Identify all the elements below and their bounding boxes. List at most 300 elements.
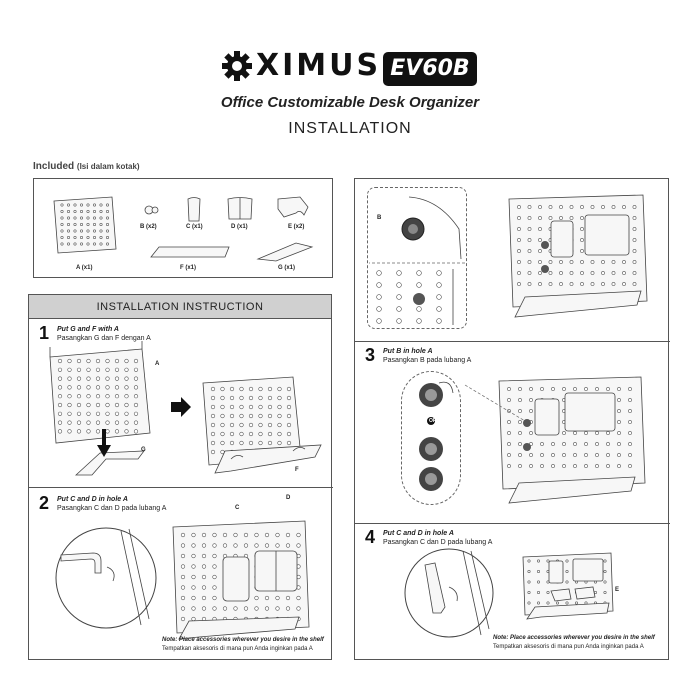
pegboard-hole <box>93 230 95 232</box>
pegboard-hole <box>278 441 282 445</box>
pegboard-hole <box>549 216 552 219</box>
pegboard-hole <box>74 210 76 212</box>
pegboard-hole <box>255 596 259 600</box>
step-2-number: 2 <box>39 493 50 513</box>
pegboard-hole <box>528 581 530 583</box>
model-badge: EV60B <box>383 52 477 86</box>
pegboard-hole <box>617 420 620 423</box>
pegboard-hole <box>96 359 100 363</box>
pegboard-hole <box>74 236 76 238</box>
pegboard-hole <box>529 464 532 467</box>
pegboard-hole <box>528 560 530 562</box>
pegboard-hole <box>595 453 598 456</box>
pegboard-hole <box>134 368 138 372</box>
pegboard-hole <box>192 565 196 569</box>
pegboard-hole <box>80 230 82 232</box>
pegboard-hole <box>68 412 72 416</box>
pegboard-hole <box>265 607 269 611</box>
pegboard-hole <box>181 586 185 590</box>
pegboard-hole <box>604 560 606 562</box>
pegboard-hole <box>100 217 102 219</box>
pegboard-hole <box>58 386 62 390</box>
pegboard-hole <box>538 282 541 285</box>
pegboard-hole <box>265 533 269 537</box>
pegboard-hole <box>517 260 520 263</box>
step-3-title: Put B in hole A <box>383 348 433 355</box>
pegboard-hole <box>601 205 604 208</box>
pegboard-hole <box>528 249 531 252</box>
peg-b-hand-illustration <box>369 189 465 327</box>
step-3-desc: Pasangkan B pada lubang A <box>383 357 472 364</box>
pegboard-hole <box>549 271 552 274</box>
pegboard-hole <box>562 464 565 467</box>
instruction-header: INSTALLATION INSTRUCTION <box>29 295 331 319</box>
pegboard-hole <box>551 442 554 445</box>
pegboard-hole <box>612 205 615 208</box>
pegboard-hole <box>518 464 521 467</box>
pegboard-hole <box>61 204 63 206</box>
pegboard-hole <box>601 282 604 285</box>
pegboard-hole <box>96 394 100 398</box>
pegboard-hole <box>518 409 521 412</box>
pegboard-hole <box>559 260 562 263</box>
pegboard-hole <box>249 441 253 445</box>
pegboard-hole <box>230 441 234 445</box>
pegboard-hole <box>538 205 541 208</box>
pegboard-hole <box>517 227 520 230</box>
pegboard-hole <box>601 260 604 263</box>
pegboard-hole <box>573 442 576 445</box>
pegboard-hole <box>93 217 95 219</box>
pegboard-hole <box>437 271 442 276</box>
pegboard-hole <box>125 359 129 363</box>
pegboard-hole <box>528 282 531 285</box>
pegboard-hole <box>517 216 520 219</box>
pegboard-hole <box>87 236 89 238</box>
pegboard-hole <box>134 412 138 416</box>
part-g-stand-icon <box>256 241 316 263</box>
pegboard-hole <box>192 617 196 621</box>
pegboard-hole <box>417 319 422 324</box>
pegboard-hole <box>617 464 620 467</box>
pegboard-hole <box>559 216 562 219</box>
pegboard-hole <box>93 223 95 225</box>
pegboard-hole <box>240 396 244 400</box>
pegboard-hole <box>96 368 100 372</box>
page-title: INSTALLATION <box>288 120 412 137</box>
pegboard-hole <box>67 223 69 225</box>
pegboard-hole <box>202 586 206 590</box>
pegboard-hole <box>612 271 615 274</box>
pegboard-hole <box>622 260 625 263</box>
pegboard-hole <box>604 570 606 572</box>
pegboard-hole <box>211 387 215 391</box>
part-a-label: A (x1) <box>76 265 93 271</box>
pegboard-hole <box>134 430 138 434</box>
pegboard-hole <box>377 283 382 288</box>
pegboard-hole <box>628 431 631 434</box>
included-heading <box>33 161 140 172</box>
pegboard-hole <box>628 453 631 456</box>
pegboard-hole <box>622 282 625 285</box>
pegboard-hole <box>570 205 573 208</box>
pegboard-hole <box>538 227 541 230</box>
peg-b-label: B <box>377 215 382 221</box>
pegboard-hole <box>68 394 72 398</box>
pegboard-hole <box>617 387 620 390</box>
pegboard-hole <box>287 441 291 445</box>
pegboard-hole <box>633 249 636 252</box>
pegboard-hole <box>437 319 442 324</box>
pegboard-hole <box>286 596 290 600</box>
brand-logo <box>222 48 381 83</box>
pegboard-hole <box>566 570 568 572</box>
pegboard-hole <box>437 307 442 312</box>
pegboard-hole <box>211 441 215 445</box>
pegboard-hole <box>77 421 81 425</box>
pegboard-hole <box>68 359 72 363</box>
pegboard-hole <box>213 533 217 537</box>
pegboard-hole <box>202 596 206 600</box>
pegboard-hole <box>192 544 196 548</box>
pegboard-hole <box>617 442 620 445</box>
pegboard-hole <box>276 533 280 537</box>
pegboard-hole <box>507 442 510 445</box>
pegboard-hole <box>213 544 217 548</box>
pegboard-hole <box>570 271 573 274</box>
pegboard-hole <box>517 205 520 208</box>
pegboard-hole <box>537 602 539 604</box>
pegboard-hole <box>106 368 110 372</box>
pegboard-hole <box>617 398 620 401</box>
pegboard-hole <box>633 260 636 263</box>
pegboard-hole <box>100 243 102 245</box>
pegboard-hole <box>93 236 95 238</box>
pegboard-hole <box>115 386 119 390</box>
pegboard-hole <box>507 453 510 456</box>
step-4-title: Put C and D in hole A <box>383 530 454 537</box>
pegboard-hole <box>507 387 510 390</box>
pegboard-hole <box>230 405 234 409</box>
pegboard-hole <box>580 271 583 274</box>
pegboard-hole <box>87 386 91 390</box>
pegboard-hole <box>529 398 532 401</box>
pegboard-hole <box>528 216 531 219</box>
pegboard-hole <box>106 394 110 398</box>
pegboard-hole <box>507 398 510 401</box>
pegboard-hole <box>377 307 382 312</box>
pegboard-hole <box>115 377 119 381</box>
pegboard-hole <box>115 394 119 398</box>
pegboard-hole <box>265 544 269 548</box>
pegboard-hole <box>287 396 291 400</box>
pegboard-hole <box>80 243 82 245</box>
gear-logo-icon <box>222 51 252 81</box>
part-f-label: F (x1) <box>180 265 197 271</box>
pegboard-hole <box>595 387 598 390</box>
pegboard-hole <box>566 560 568 562</box>
part-d-label: D (x1) <box>231 224 248 230</box>
step-1-before-illustration <box>44 347 164 477</box>
pegboard-hole <box>58 421 62 425</box>
pegboard-hole <box>529 453 532 456</box>
pegboard-hole <box>106 223 108 225</box>
pegboard-hole <box>74 230 76 232</box>
pegboard-hole <box>575 602 577 604</box>
pegboard-hole <box>547 591 549 593</box>
part-c-cup-icon <box>186 197 202 223</box>
pegboard-hole <box>223 533 227 537</box>
pegboard-hole <box>58 403 62 407</box>
pegboard-hole <box>540 464 543 467</box>
pegboard-hole <box>580 238 583 241</box>
part-e-hook-icon <box>274 195 314 221</box>
step-3-or-label: OR <box>429 418 437 424</box>
step-3-peg-detail-illustration <box>403 373 459 503</box>
pegboard-hole <box>397 319 402 324</box>
pegboard-hole <box>255 544 259 548</box>
pegboard-hole <box>77 430 81 434</box>
pegboard-hole <box>518 431 521 434</box>
pegboard-hole <box>566 581 568 583</box>
pegboard-hole <box>221 432 225 436</box>
pegboard-hole <box>528 271 531 274</box>
step-4-number: 4 <box>365 527 376 547</box>
step-divider <box>29 487 333 488</box>
pegboard-hole <box>537 570 539 572</box>
pegboard-hole <box>570 282 573 285</box>
pegboard-hole <box>287 387 291 391</box>
pegboard-hole <box>297 544 301 548</box>
pegboard-hole <box>87 204 89 206</box>
pegboard-hole <box>633 216 636 219</box>
pegboard-hole <box>211 396 215 400</box>
product-subtitle: Office Customizable Desk Organizer <box>220 94 480 111</box>
pegboard-hole <box>249 432 253 436</box>
part-b-label: B (x2) <box>140 224 157 230</box>
pegboard-hole <box>287 423 291 427</box>
pegboard-hole <box>628 409 631 412</box>
pegboard-hole <box>287 405 291 409</box>
pegboard-hole <box>125 368 129 372</box>
pegboard-hole <box>549 260 552 263</box>
installation-instruction-panel <box>28 294 332 660</box>
pegboard-hole <box>202 533 206 537</box>
pegboard-hole <box>559 205 562 208</box>
pegboard-hole <box>507 431 510 434</box>
pegboard-hole <box>518 442 521 445</box>
pegboard-hole <box>213 575 217 579</box>
pegboard-hole <box>96 386 100 390</box>
pegboard-hole <box>528 602 530 604</box>
pegboard-hole <box>255 533 259 537</box>
pegboard-hole <box>547 602 549 604</box>
pegboard-hole <box>213 554 217 558</box>
pegboard-hole <box>77 386 81 390</box>
pegboard-hole <box>287 432 291 436</box>
pegboard-hole <box>68 430 72 434</box>
pegboard-hole <box>80 210 82 212</box>
pegboard-hole <box>584 464 587 467</box>
pegboard-hole <box>286 607 290 611</box>
pegboard-hole <box>570 216 573 219</box>
pegboard-hole <box>211 405 215 409</box>
pegboard-hole <box>87 368 91 372</box>
pegboard-hole <box>507 420 510 423</box>
pegboard-hole <box>612 260 615 263</box>
pegboard-hole <box>68 403 72 407</box>
part-d-holder-icon <box>226 197 254 221</box>
pegboard-hole <box>80 223 82 225</box>
pegboard-hole <box>612 282 615 285</box>
pegboard-hole <box>518 398 521 401</box>
pegboard-hole <box>580 216 583 219</box>
pegboard-hole <box>537 581 539 583</box>
pegboard-hole <box>240 441 244 445</box>
pegboard-hole <box>268 396 272 400</box>
pegboard-hole <box>221 414 225 418</box>
pegboard-hole <box>192 596 196 600</box>
pegboard-hole <box>397 307 402 312</box>
pegboard-hole <box>538 216 541 219</box>
pegboard-hole <box>259 396 263 400</box>
pegboard-hole <box>397 283 402 288</box>
pegboard-hole <box>106 204 108 206</box>
step-1-after-illustration <box>197 375 327 485</box>
pegboard-hole <box>591 260 594 263</box>
pegboard-hole <box>604 591 606 593</box>
pegboard-hole <box>528 570 530 572</box>
pegboard-hole <box>106 230 108 232</box>
pegboard-hole <box>202 575 206 579</box>
pegboard-hole <box>115 430 119 434</box>
pegboard-hole <box>80 217 82 219</box>
pegboard-hole <box>202 565 206 569</box>
step-1-desc: Pasangkan G dan F dengan A <box>57 335 151 342</box>
part-g-label: G (x1) <box>278 265 296 271</box>
pegboard-hole <box>96 421 100 425</box>
pegboard-hole <box>580 282 583 285</box>
pegboard-hole <box>580 227 583 230</box>
pegboard-hole <box>61 217 63 219</box>
pegboard-hole <box>278 396 282 400</box>
pegboard-hole <box>100 236 102 238</box>
pegboard-hole <box>234 607 238 611</box>
pegboard-hole <box>617 409 620 412</box>
pegboard-hole <box>234 533 238 537</box>
pegboard-hole <box>259 414 263 418</box>
part-e-label: E (x2) <box>288 224 305 230</box>
pegboard-hole <box>74 223 76 225</box>
pegboard-hole <box>74 243 76 245</box>
pegboard-hole <box>106 403 110 407</box>
pegboard-hole <box>134 359 138 363</box>
pegboard-hole <box>221 441 225 445</box>
pegboard-hole <box>268 387 272 391</box>
pegboard-hole <box>87 223 89 225</box>
pegboard-hole <box>628 420 631 423</box>
step-4-desc: Pasangkan C dan D pada lubang A <box>383 539 493 546</box>
pegboard-hole <box>125 394 129 398</box>
pegboard-hole <box>540 387 543 390</box>
pegboard-hole <box>517 271 520 274</box>
pegboard-hole <box>213 565 217 569</box>
pegboard-hole <box>223 544 227 548</box>
pegboard-hole <box>276 544 280 548</box>
step-2-note-desc: Tempatkan aksesoris di mana pun Anda inginkan pada A <box>162 646 313 652</box>
step-4-zoom-illustration <box>403 547 495 639</box>
step-1-label-a: A <box>155 361 160 367</box>
pegboard-hole <box>125 412 129 416</box>
step-2-desc: Pasangkan C dan D pada lubang A <box>57 505 167 512</box>
pegboard-hole <box>134 403 138 407</box>
pegboard-hole <box>528 591 530 593</box>
pegboard-hole <box>549 282 552 285</box>
pegboard-hole <box>278 387 282 391</box>
pegboard-hole <box>562 387 565 390</box>
pegboard-hole <box>633 227 636 230</box>
pegboard-hole <box>566 602 568 604</box>
pegboard-hole <box>528 238 531 241</box>
pegboard-hole <box>77 394 81 398</box>
pegboard-hole <box>87 230 89 232</box>
pegboard-hole <box>192 575 196 579</box>
pegboard-hole <box>211 432 215 436</box>
pegboard-hole <box>100 230 102 232</box>
pegboard-hole <box>58 412 62 416</box>
pegboard-hole <box>125 386 129 390</box>
pegboard-hole <box>570 260 573 263</box>
pegboard-hole <box>417 307 422 312</box>
pegboard-hole <box>115 412 119 416</box>
pegboard-hole <box>74 204 76 206</box>
step-divider <box>355 523 670 524</box>
pegboard-hole <box>591 205 594 208</box>
pegboard-hole <box>580 205 583 208</box>
pegboard-hole <box>559 271 562 274</box>
pegboard-hole <box>529 431 532 434</box>
pegboard-hole <box>584 442 587 445</box>
pegboard-hole <box>96 412 100 416</box>
pegboard-hole <box>100 204 102 206</box>
step-4-note-title: Note: Place accessories wherever you desire in the shelf <box>493 635 655 641</box>
pegboard-hole <box>249 414 253 418</box>
pegboard-hole <box>68 377 72 381</box>
pegboard-hole <box>77 368 81 372</box>
step-4-pegboard-illustration <box>521 553 621 623</box>
pegboard-hole <box>633 282 636 285</box>
pegboard-hole <box>134 421 138 425</box>
pegboard-hole <box>278 432 282 436</box>
pegboard-hole <box>377 319 382 324</box>
pegboard-hole <box>134 386 138 390</box>
pegboard-hole <box>255 607 259 611</box>
pegboard-hole <box>268 432 272 436</box>
pegboard-hole <box>221 396 225 400</box>
pegboard-hole <box>240 432 244 436</box>
pegboard-hole <box>604 581 606 583</box>
pegboard-hole <box>622 205 625 208</box>
step-1-label-f: F <box>295 467 299 473</box>
pegboard-hole <box>397 271 402 276</box>
pegboard-hole <box>181 607 185 611</box>
pegboard-hole <box>278 414 282 418</box>
pegboard-hole <box>573 453 576 456</box>
pegboard-hole <box>87 210 89 212</box>
pegboard-hole <box>268 423 272 427</box>
pegboard-hole <box>249 396 253 400</box>
pegboard-hole <box>106 421 110 425</box>
